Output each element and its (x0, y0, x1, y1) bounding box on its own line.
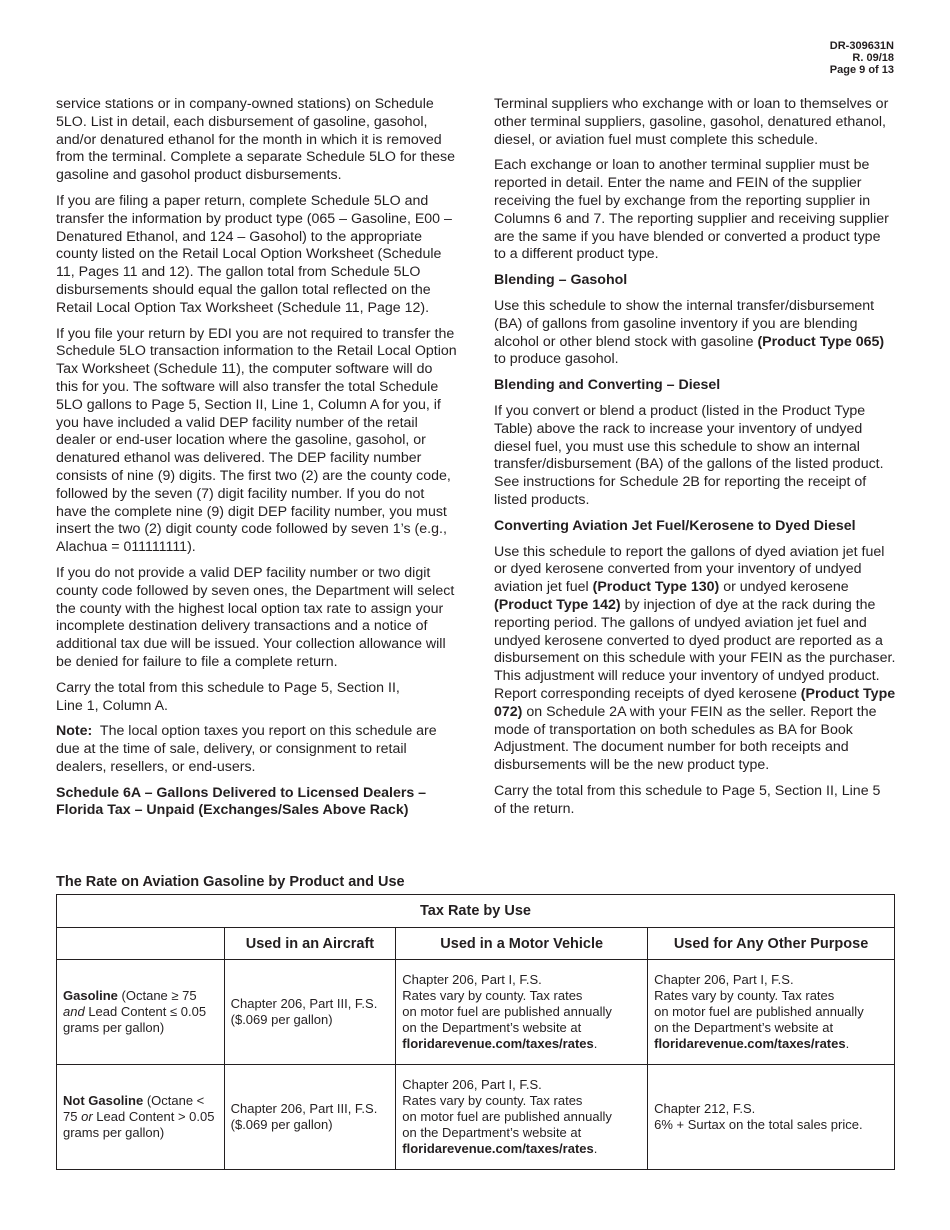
not-gasoline-motor-line-3: on motor fuel are published annually (402, 1109, 612, 1124)
table-row (57, 960, 895, 1065)
not-gasoline-motor-line-4: on the Department’s website at (402, 1125, 582, 1140)
header-used-in-motor-vehicle: Used in a Motor Vehicle (396, 928, 648, 960)
gasoline-other-line-2: Rates vary by county. Tax rates (654, 988, 835, 1003)
gasohol-product-type: (Product Type 065) (757, 333, 885, 350)
gasoline-motor-line-2: Rates vary by county. Tax rates (402, 988, 583, 1003)
not-gasoline-motor-line-1: Chapter 206, Part I, F.S. (402, 1077, 542, 1092)
table-row (57, 1065, 895, 1170)
note-paragraph (56, 723, 458, 776)
right-paragraph-2: Each exchange or loan to another terminal supplier must be reported in detail. Enter the name and FEIN of the supplier receiving the fuel by exchange from the reporting supplier in Columns 6 and 7. The reporting supplier and receiving supplier are the same if you have blended or converted a product type to a different product type. (494, 157, 889, 263)
jet-text-a: Use this schedule to report the gallons of dyed aviation jet fuel or dyed kerosene converted from your inventory of undyed aviation jet fuel (494, 543, 885, 596)
period: . (593, 1141, 598, 1156)
note-text: The local option taxes you report on this schedule are due at the time of sale, delivery, or consignment to retail dealers, resellers, or end-users. (56, 723, 437, 775)
note-label: Note: (56, 723, 93, 740)
rates-website-link[interactable]: floridarevenue.com/taxes/rates (654, 1036, 846, 1051)
not-gasoline-motor-link-line (402, 1141, 641, 1157)
gasoline-aircraft-line-1: Chapter 206, Part III, F.S. (230, 996, 378, 1011)
left-paragraph-5 (56, 680, 458, 716)
gasoline-motor-line-1: Chapter 206, Part I, F.S. (402, 972, 542, 987)
heading-blending-gasohol: Blending – Gasohol (494, 272, 628, 289)
jet-text-c: by injection of dye at the rack during the reporting period. The gallons of undyed aviation jet fuel and undyed kerosene converted to dyed product are reported as a disbursement on this schedule with your FEIN as the purchaser. This adjustment will reduce your inventory of undyed product. Report corresponding receipts of dyed kerosene (494, 596, 896, 702)
left-paragraph-1: service stations or in company-owned stations) on Schedule 5LO. List in detail, each disbursement of gasoline, gasohol, and/or denatured ethanol for the month in which it is removed from the terminal. Complete a separate Schedule 5LO for these gasoline and gasohol product disbursements. (56, 96, 456, 184)
empty-header-cell (57, 928, 225, 960)
gasohol-text-a: Use this schedule to show the internal transfer/disbursement (BA) of gallons from gasoline inventory if you are blending alcohol or other blend stock with gasoline (494, 297, 875, 350)
form-revision: R. 09/18 (852, 52, 894, 64)
jet-text-b: or undyed kerosene (723, 579, 849, 596)
not-gasoline-label-or: or (81, 1109, 93, 1124)
gasohol-text-b: to produce gasohol. (494, 351, 619, 368)
not-gasoline-motor-cell (396, 1065, 648, 1170)
schedule-6a-heading-line-2: Florida Tax – Unpaid (Exchanges/Sales Above Rack) (56, 802, 409, 819)
gasoline-label-b: Lead Content ≤ 0.05 grams per gallon) (63, 1004, 207, 1035)
header-used-for-other-purpose: Used for Any Other Purpose (648, 928, 895, 960)
gasoline-label-and: and (63, 1004, 85, 1019)
gasoline-label-a: (Octane ≥ 75 (121, 988, 197, 1003)
gasoline-aircraft-line-2: ($.069 per gallon) (230, 1012, 333, 1027)
right-paragraph-1: Terminal suppliers who exchange with or loan to themselves or other terminal suppliers, gasoline, gasohol, denatured ethanol, diesel, or aviation fuel must complete this schedule. (494, 96, 889, 148)
not-gasoline-other-cell (648, 1065, 895, 1170)
not-gasoline-other-line-1: Chapter 212, F.S. (654, 1101, 756, 1116)
schedule-6a-heading (56, 785, 458, 821)
right-paragraph-carry-total: Carry the total from this schedule to Page 5, Section II, Line 5 of the return. (494, 782, 881, 817)
right-paragraph-jet-fuel (494, 544, 896, 775)
jet-product-type-142: (Product Type 142) (494, 596, 621, 613)
not-gasoline-label: Not Gasoline (63, 1093, 144, 1108)
left-paragraph-4: If you do not provide a valid DEP facility number or two digit county code followed by seven ones, the Department will select the county with the highest local option tax rate to assign your incomplete destination delivery transactions and a notice of additional tax due will be issued. Your collection allowance will be denied for failure to file a complete return. (56, 564, 455, 670)
gasoline-motor-cell (396, 960, 648, 1065)
header-used-in-aircraft: Used in an Aircraft (224, 928, 396, 960)
not-gasoline-label-a: (Octane < 75 (63, 1093, 205, 1124)
period: . (845, 1036, 850, 1051)
table-column-header-row (57, 928, 895, 960)
not-gasoline-aircraft-cell (224, 1065, 396, 1170)
form-header (830, 40, 894, 76)
form-number: DR-309631N (829, 40, 894, 52)
row-label-not-gasoline (57, 1065, 225, 1170)
gasoline-other-link-line (654, 1036, 888, 1052)
not-gasoline-aircraft-line-1: Chapter 206, Part III, F.S. (230, 1101, 378, 1116)
tax-rate-by-use-header: Tax Rate by Use (57, 895, 895, 928)
not-gasoline-aircraft-line-2: ($.069 per gallon) (230, 1117, 333, 1132)
heading-jet-fuel: Converting Aviation Jet Fuel/Kerosene to Dyed Diesel (494, 517, 856, 534)
aviation-gasoline-rate-table (56, 894, 895, 1170)
gasoline-other-cell (648, 960, 895, 1065)
gasoline-aircraft-cell (224, 960, 396, 1065)
gasoline-label: Gasoline (63, 988, 118, 1003)
jet-text-d: on Schedule 2A with your FEIN as the seller. Report the mode of transportation on both schedules as BA for Book Adjustment. The document number for both receipts and disbursements will be the new product type. (494, 703, 877, 774)
jet-product-type-130: (Product Type 130) (592, 579, 720, 596)
carry-total-line-1: Carry the total from this schedule to Page 5, Section II, (56, 679, 400, 696)
left-paragraph-2: If you are filing a paper return, complete Schedule 5LO and transfer the information by product type (065 – Gasoline, E00 – Denatured Ethanol, and 124 – Gasohol) to the appropriate county listed on the Retail Local Option Worksheet (Schedule 11, Pages 11 and 12). The gallon total from Schedule 5LO disbursements should equal the gallon total reflected on the Retail Local Option Tax Worksheet (Schedule 11, Page 12). (56, 192, 452, 316)
not-gasoline-other-line-2: 6% + Surtax on the total sales price. (654, 1117, 863, 1132)
jet-product-type-072: (Product Type 072) (494, 685, 896, 720)
gasoline-motor-link-line (402, 1036, 641, 1052)
not-gasoline-motor-line-2: Rates vary by county. Tax rates (402, 1093, 583, 1108)
rate-table-title: The Rate on Aviation Gasoline by Product and Use (56, 874, 405, 890)
heading-blending-diesel: Blending and Converting – Diesel (494, 377, 721, 394)
gasoline-other-line-3: on motor fuel are published annually (654, 1004, 864, 1019)
carry-total-line-2: Line 1, Column A. (56, 697, 168, 714)
gasoline-other-line-1: Chapter 206, Part I, F.S. (654, 972, 794, 987)
gasoline-motor-line-3: on motor fuel are published annually (402, 1004, 612, 1019)
row-label-gasoline (57, 960, 225, 1065)
left-paragraph-3: If you file your return by EDI you are not required to transfer the Schedule 5LO transaction information to the Retail Local Option Tax Worksheet (Schedule 11), the computer software will do this for you. The software will also transfer the total Schedule 5LO gallons to Page 5, Section II, Line 1, Column A for you, if you have included a valid DEP facility number of the retail dealer or end-user location where the gasoline, gasohol, or denatured ethanol was delivered. The DEP facility number consists of nine (9) digits. The first two (2) are the county code, followed by the seven (7) digit facility number. If you do not have the complete nine (9) digit DEP facility number, you must insert the two (2) digit county code followed by seven 1’s (e.g., Alachua = 011111111). (56, 325, 457, 556)
schedule-6a-heading-line-1: Schedule 6A – Gallons Delivered to Licensed Dealers – (56, 784, 427, 801)
right-paragraph-diesel: If you convert or blend a product (listed in the Product Type Table) above the rack to increase your inventory of undyed diesel fuel, you must use this schedule to show an internal transfer/disbursement (BA) of the gallons of the listed product. See instructions for Schedule 2B for reporting the receipt of listed products. (494, 402, 884, 508)
rates-website-link[interactable]: floridarevenue.com/taxes/rates (402, 1141, 594, 1156)
gasoline-other-line-4: on the Department’s website at (654, 1020, 834, 1035)
table-top-header-row (57, 895, 895, 928)
right-paragraph-gasohol (494, 298, 896, 369)
period: . (593, 1036, 598, 1051)
page-number: Page 9 of 13 (829, 64, 894, 76)
gasoline-motor-line-4: on the Department’s website at (402, 1020, 582, 1035)
right-column (494, 96, 896, 826)
left-column (56, 96, 458, 828)
not-gasoline-label-b: Lead Content > 0.05 grams per gallon) (63, 1109, 215, 1140)
rates-website-link[interactable]: floridarevenue.com/taxes/rates (402, 1036, 594, 1051)
